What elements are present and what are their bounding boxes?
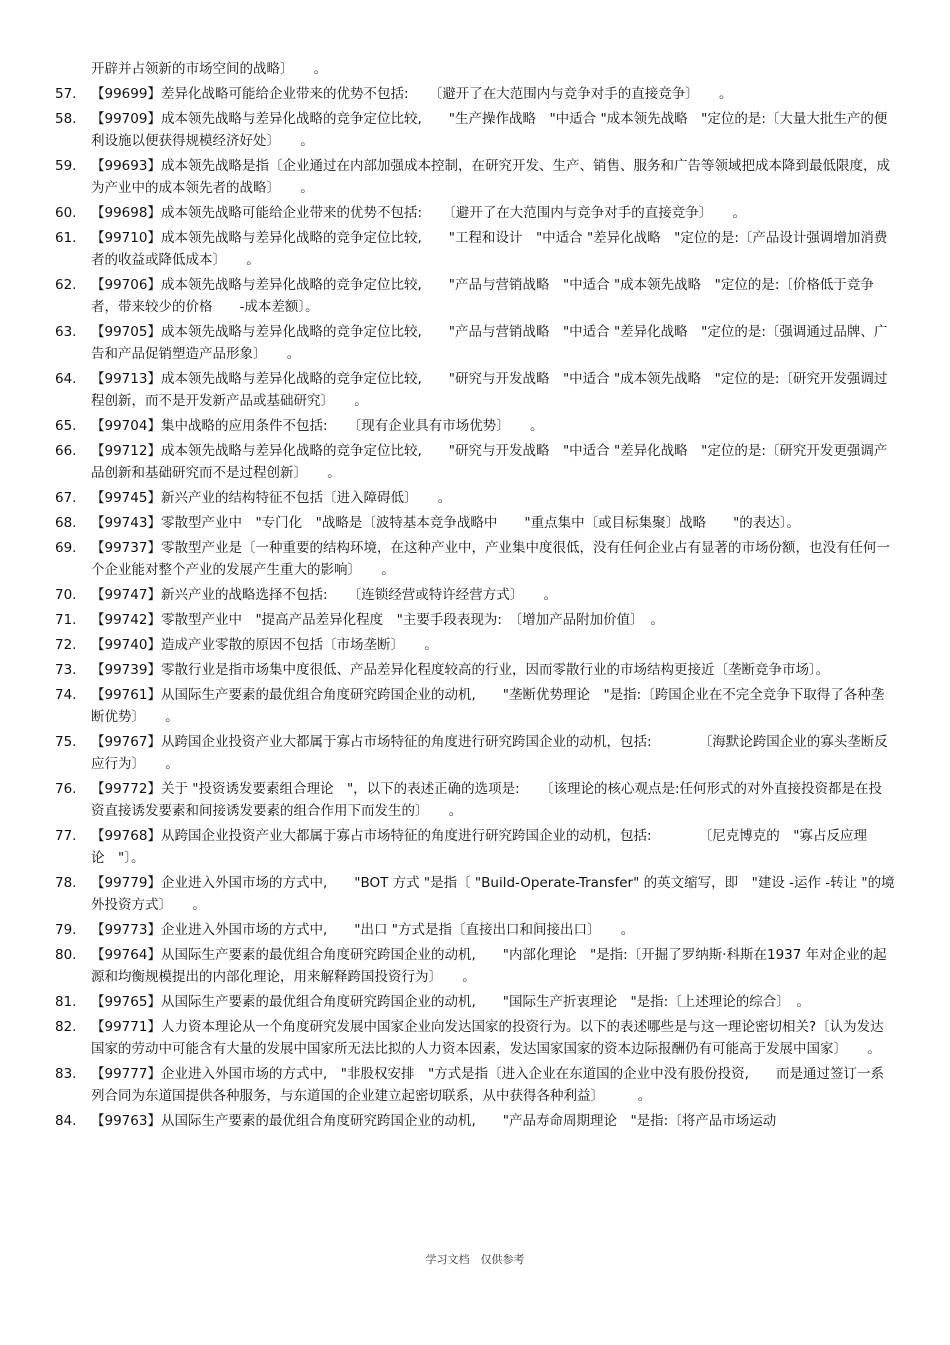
- item-text: 【99761】从国际生产要素的最优组合角度研究跨国企业的动机, "垄断优势理论 "是指:〔跨国企业在不完全竞争下取得了各种垄断优势〕 。: [91, 687, 885, 725]
- item-number: 63.: [55, 324, 77, 340]
- item-number: 58.: [55, 111, 77, 127]
- item-number: 83.: [55, 1066, 77, 1082]
- item-number: 73.: [55, 662, 77, 678]
- list-item: [55, 584, 895, 606]
- item-text: 【99698】成本领先战略可能给企业带来的优势不包括: 〔避开了在大范围内与竞争对手的直接竞争〕 。: [91, 205, 746, 221]
- item-number: 65.: [55, 418, 77, 434]
- item-text: 【99767】从跨国企业投资产业大都属于寡占市场特征的角度进行研究跨国企业的动机，包括: 〔海默论跨国企业的寡头垄断反应行为〕 。: [91, 734, 888, 772]
- question-list: [55, 58, 895, 1135]
- item-text: 【99704】集中战略的应用条件不包括: 〔现有企业具有市场优势〕 。: [91, 418, 544, 434]
- item-number: 70.: [55, 587, 77, 603]
- item-number: 62.: [55, 277, 77, 293]
- item-number: 71.: [55, 612, 77, 628]
- list-item: [55, 944, 895, 988]
- item-number: 75.: [55, 734, 77, 750]
- item-text: 【99739】零散行业是指市场集中度很低、产品差异化程度较高的行业，因而零散行业的市场结构更接近〔垄断竞争市场〕。: [91, 662, 830, 678]
- item-number: 60.: [55, 205, 77, 221]
- item-text: 【99743】零散型产业中 "专门化 "战略是〔波特基本竞争战略中 "重点集中〔或目标集聚〕战略 "的表达〕。: [91, 515, 801, 531]
- item-text: 【99765】从国际生产要素的最优组合角度研究跨国企业的动机, "国际生产折衷理论 "是指:〔上述理论的综合〕 。: [91, 994, 810, 1010]
- page-footer: 学习文档 仅供参考: [425, 1253, 525, 1266]
- item-text: 【99712】成本领先战略与差异化战略的竞争定位比较, "研究与开发战略 "中适合 "差异化战略 "定位的是:〔研究开发更强调产品创新和基础研究而不是过程创新〕 。: [91, 443, 888, 481]
- item-text: 【99709】成本领先战略与差异化战略的竞争定位比较, "生产操作战略 "中适合 "成本领先战略 "定位的是:〔大量大批生产的便利设施以便获得规模经济好处〕 。: [91, 111, 888, 149]
- item-text: 【99705】成本领先战略与差异化战略的竞争定位比较, "产品与营销战略 "中适合 "差异化战略 "定位的是:〔强调通过品牌、广告和产品促销塑造产品形象〕 。: [91, 324, 888, 362]
- item-number: 67.: [55, 490, 77, 506]
- item-number: 74.: [55, 687, 77, 703]
- item-text: 【99693】成本领先战略是指〔企业通过在内部加强成本控制，在研究开发、生产、销售、服务和广告等领域把成本降到最低限度，成为产业中的成本领先者的战略〕 。: [91, 158, 890, 196]
- list-item: [55, 537, 895, 581]
- item-text: 【99773】企业进入外国市场的方式中, "出口 "方式是指〔直接出口和间接出口〕 。: [91, 922, 635, 938]
- item-text: 【99768】从跨国企业投资产业大都属于寡占市场特征的角度进行研究跨国企业的动机，包括: 〔尼克博克的 "寡占反应理论 "〕。: [91, 828, 867, 866]
- list-item: [55, 1016, 895, 1060]
- list-item: [55, 731, 895, 775]
- item-number: 78.: [55, 875, 77, 891]
- item-text: 【99764】从国际生产要素的最优组合角度研究跨国企业的动机, "内部化理论 "是指:〔开掘了罗纳斯·科斯在1937 年对企业的起源和均衡规模提出的内部化理论，用来解释跨国投资行为〕 。: [91, 947, 887, 985]
- list-item: [55, 778, 895, 822]
- item-number: 69.: [55, 540, 77, 556]
- list-item: [55, 634, 895, 656]
- list-item: [55, 321, 895, 365]
- item-text: 【99742】零散型产业中 "提高产品差异化程度 "主要手段表现为: 〔增加产品附加价值〕 。: [91, 612, 664, 628]
- list-item: [55, 512, 895, 534]
- item-number: 81.: [55, 994, 77, 1010]
- item-text: 【99745】新兴产业的结构特征不包括〔进入障碍低〕 。: [91, 490, 452, 506]
- list-item: [55, 684, 895, 728]
- item-number: 59.: [55, 158, 77, 174]
- item-text: 【99763】从国际生产要素的最优组合角度研究跨国企业的动机, "产品寿命周期理论 "是指:〔将产品市场运动: [91, 1113, 777, 1129]
- item-number: 57.: [55, 86, 77, 102]
- item-text: 【99713】成本领先战略与差异化战略的竞争定位比较, "研究与开发战略 "中适合 "成本领先战略 "定位的是:〔研究开发强调过程创新，而不是开发新产品或基础研究〕 。: [91, 371, 888, 409]
- list-item: [55, 108, 895, 152]
- item-number: 64.: [55, 371, 77, 387]
- list-item: [55, 1063, 895, 1107]
- item-number: 61.: [55, 230, 77, 246]
- item-number: 72.: [55, 637, 77, 653]
- item-number: 84.: [55, 1113, 77, 1129]
- list-item: [55, 440, 895, 484]
- item-number: 77.: [55, 828, 77, 844]
- item-number: 80.: [55, 947, 77, 963]
- item-number: 82.: [55, 1019, 77, 1035]
- item-text: 【99779】企业进入外国市场的方式中, "BOT 方式 "是指〔 "Build-Operate-Transfer" 的英文缩写，即 "建设 -运作 -转让 "的境外投资方式〕 。: [91, 875, 895, 913]
- item-text: 【99706】成本领先战略与差异化战略的竞争定位比较, "产品与营销战略 "中适合 "成本领先战略 "定位的是:〔价格低于竞争者，带来较少的价格 -成本差额〕。: [91, 277, 874, 315]
- list-item: [55, 659, 895, 681]
- list-item: [55, 825, 895, 869]
- list-item: [55, 202, 895, 224]
- list-item: [55, 872, 895, 916]
- list-item: [55, 227, 895, 271]
- list-item: [55, 609, 895, 631]
- list-item: [55, 415, 895, 437]
- item-text: 【99740】造成产业零散的原因不包括〔市场垄断〕 。: [91, 637, 438, 653]
- list-item: [55, 83, 895, 105]
- list-item: [55, 368, 895, 412]
- item-text: 【99737】零散型产业是〔一种重要的结构环境，在这种产业中，产业集中度很低，没有任何企业占有显著的市场份额，也没有任何一个企业能对整个产业的发展产生重大的影响〕 。: [91, 540, 890, 578]
- list-item: [55, 1110, 895, 1132]
- list-item: [55, 274, 895, 318]
- item-number: 76.: [55, 781, 77, 797]
- item-number: 79.: [55, 922, 77, 938]
- item-text: 【99772】关于 "投资诱发要素组合理论 "，以下的表述正确的选项是: 〔该理论的核心观点是:任何形式的对外直接投资都是在投资直接诱发要素和间接诱发要素的组合作用下而发生的〕 。: [91, 781, 883, 819]
- list-item: [55, 919, 895, 941]
- item-text: 【99747】新兴产业的战略选择不包括: 〔连锁经营或特许经营方式〕 。: [91, 587, 557, 603]
- list-item: [55, 991, 895, 1013]
- list-item: [55, 155, 895, 199]
- item-text: 【99771】人力资本理论从一个角度研究发展中国家企业向发达国家的投资行为。以下的表述哪些是与这一理论密切相关?〔认为发达国家的劳动中可能含有大量的发展中国家所无法比拟的人力资本因素，发达国家国家的资本边际报酬仍有可能高于发展中国家〕 。: [91, 1019, 884, 1057]
- list-item: [55, 487, 895, 509]
- item-text: 【99699】差异化战略可能给企业带来的优势不包括: 〔避开了在大范围内与竞争对手的直接竞争〕 。: [91, 86, 733, 102]
- item-number: 66.: [55, 443, 77, 459]
- item-number: 68.: [55, 515, 77, 531]
- continued-line: 开辟并占领新的市场空间的战略〕 。: [91, 61, 328, 77]
- item-text: 【99710】成本领先战略与差异化战略的竞争定位比较, "工程和设计 "中适合 "差异化战略 "定位的是:〔产品设计强调增加消费者的收益或降低成本〕 。: [91, 230, 888, 268]
- item-text: 【99777】企业进入外国市场的方式中, "非股权安排 "方式是指〔进入企业在东道国的企业中没有股份投资, 而是通过签订一系列合同为东道国提供各种服务，与东道国的企业建立起密切联系，从中获得各种利益〕 。: [91, 1066, 884, 1104]
